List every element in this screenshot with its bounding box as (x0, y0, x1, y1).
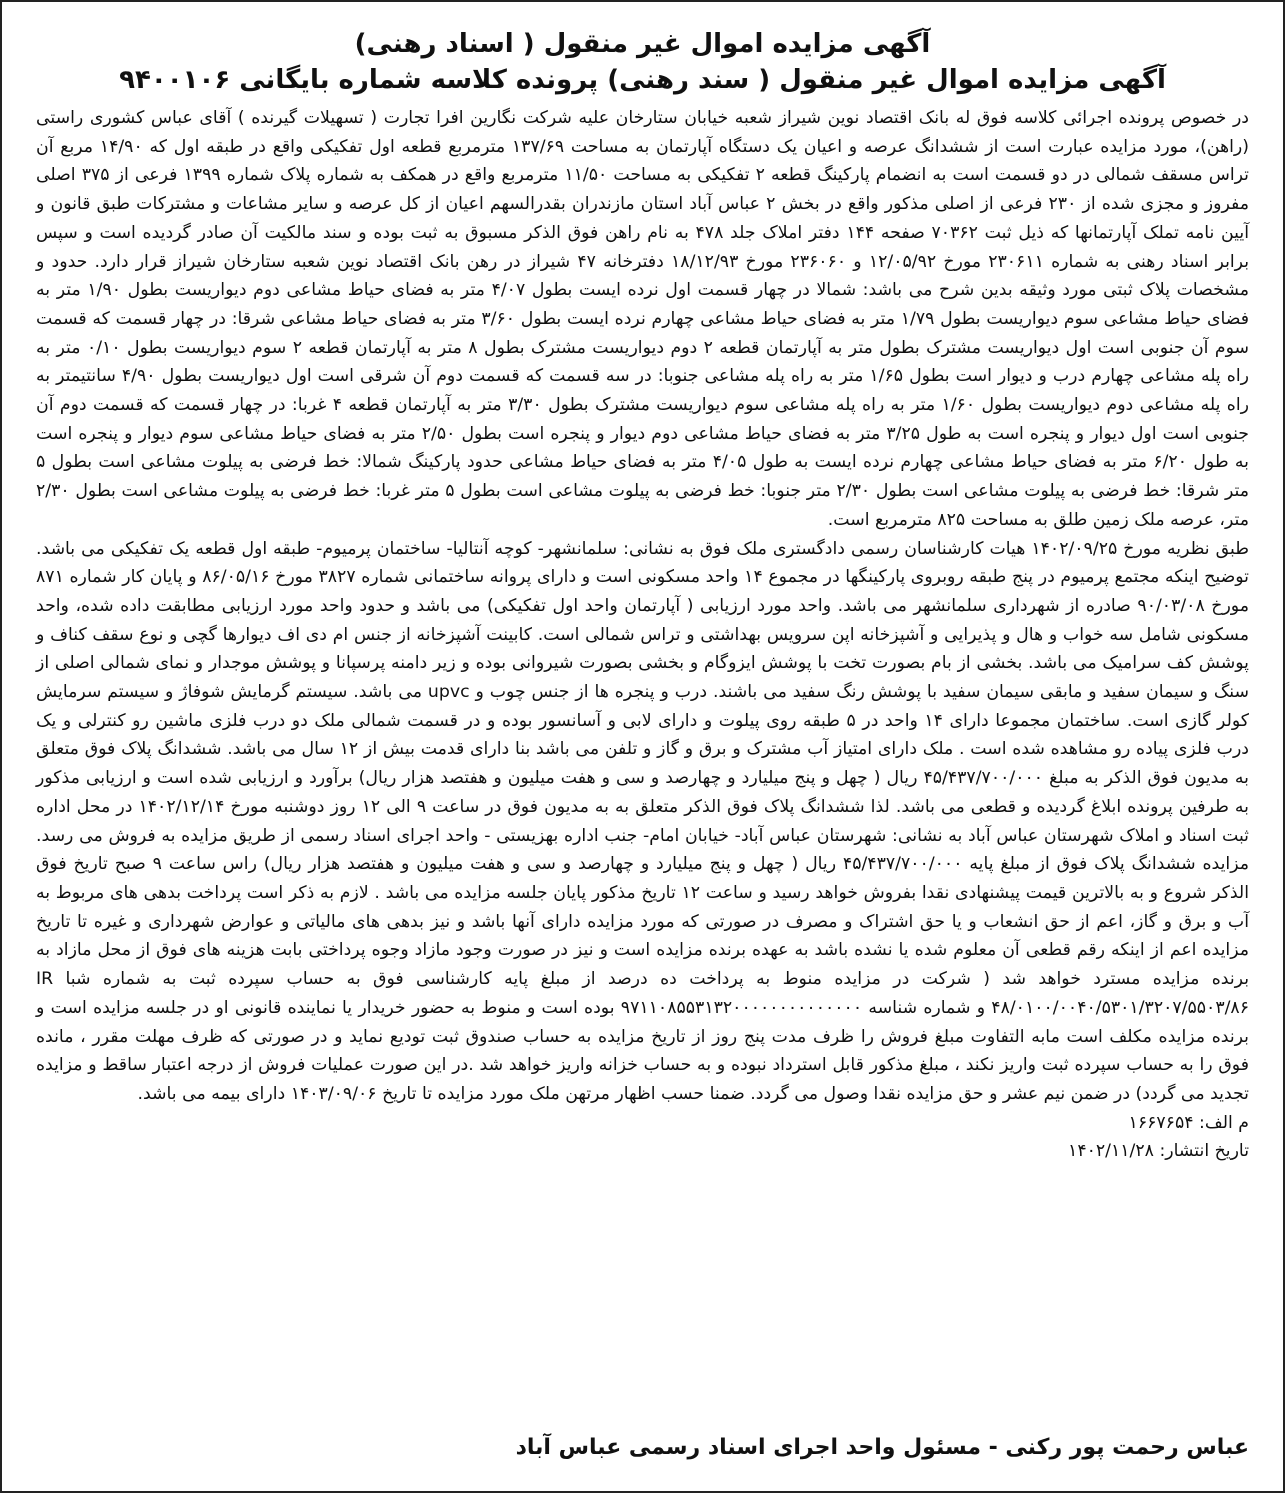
paragraph-appraisal-and-auction-terms: طبق نظریه مورخ ۱۴۰۲/۰۹/۲۵ هیات کارشناسان رسمی دادگستری ملک فوق به نشانی: سلمانشهر- کوچه آنتالیا- ساختمان پرمیوم- طبقه اول قطعه یک تفکیکی می باشد. توضیح اینکه مجتمع پرمیوم در پنج طبقه روبروی پارکینگها در مجموع ۱۴ واحد مسکونی است و دارای پروانه ساختمانی شماره ۳۸۲۷ مورخ ۸۶/۰۵/۱۶ و پایان کار شماره ۸۷۱ مورخ ۹۰/۰۳/۰۸ صادره از شهرداری سلمانشهر می باشد. واحد مورد ارزیابی ( آپارتمان واحد اول تفکیکی) می باشد و حدود واحد مورد ارزیابی مطابقت داده شده، واحد مسکونی شامل سه خواب و هال و پذیرایی و آشپزخانه اپن سرویس بهداشتی و تراس شمالی است. کابینت آشپزخانه از جنس ام دی اف دیوارها گچی و نوع سقف کناف و پوشش کف سرامیک می باشد. بخشی از بام بصورت تخت با پوشش ایزوگام و بخشی بصورت شیروانی بوده و زیر دامنه پرسپانا و پوشش موجدار و نمای شمالی اصلی از سنگ و سیمان سفید و مابقی سیمان سفید با پوشش رنگ سفید می باشند. درب و پنجره ها از جنس چوب و upvc می باشد. سیستم گرمایش شوفاژ و سیستم سرمایش کولر گازی است. ساختمان مجموعا دارای ۱۴ واحد در ۵ طبقه روی پیلوت و دارای لابی و آسانسور بوده و در قسمت شمالی ملک دو درب فلزی ماشین رو کنترلی و یک درب فلزی پیاده رو مشاهده شده است . ملک دارای امتیاز آب مشترک و برق و گاز و تلفن می باشد بنا دارای قدمت بیش از ۱۲ سال می باشد. ششدانگ پلاک فوق متعلق به مدیون فوق الذکر به مبلغ ۴۵/۴۳۷/۷۰۰/۰۰۰ ریال ( چهل و پنج میلیارد و چهارصد و سی و هفت میلیون و هفتصد هزار ریال) برآورد و ارزیابی شده است و ارزیابی مذکور به طرفین پرونده ابلاغ گردیده و قطعی می باشد. لذا ششدانگ پلاک فوق الذکر متعلق به به مدیون فوق در ساعت ۹ الی ۱۲ روز دوشنبه مورخ ۱۴۰۲/۱۲/۱۴ در محل اداره ثبت اسناد و املاک شهرستان عباس آباد به نشانی: شهرستان عباس آباد- خیابان امام- جنب اداره بهزیستی - واحد اجرای اسناد رسمی از طریق مزایده به فروش می رسد. مزایده ششدانگ پلاک فوق از مبلغ پایه ۴۵/۴۳۷/۷۰۰/۰۰۰ ریال ( چهل و پنج میلیارد و چهارصد و سی و هفت میلیون و هفتصد هزار ریال) راس ساعت ۹ صبح تاریخ فوق الذکر شروع و به بالاترین قیمت پیشنهادی نقدا بفروش خواهد رسید و ساعت ۱۲ تاریخ مذکور پایان جلسه مزایده می باشد . لازم به ذکر است پرداخت بدهی های مربوط به آب و برق و گاز، اعم از حق انشعاب و یا حق اشتراک و مصرف در صورتی که مورد مزایده دارای آنها باشد و نیز بدهی های مالیاتی و عوارض شهرداری و غیره تا تاریخ مزایده اعم از اینکه رقم قطعی آن معلوم شده یا نشده باشد به عهده برنده مزایده است و نیز در صورت وجود مازاد وجوه پرداختی بابت هزینه های فوق از محل مازاد به برنده مزایده مسترد خواهد شد ( شرکت در مزایده منوط به پرداخت ده درصد از مبلغ پایه کارشناسی فوق به حساب سپرده ثبت به شماره شبا IR ۴۸/۰۱۰۰/۰۰۴۰/۵۳۰۱/۳۲۰۷/۵۵۰۳/۸۶ و شماره شناسه ۹۷۱۱۰۸۵۵۳۱۳۲۰۰۰۰۰۰۰۰۰۰۰۰۰۰ بوده است و منوط به حضور خریدار یا نماینده قانونی او در جلسه مزایده است و برنده مزایده مکلف است مابه التفاوت مبلغ فروش را ظرف مدت پنج روز از تاریخ مزایده به حساب صندوق ثبت توديع نماید و در صورتی که ظرف مهلت مقرر ، مانده فوق را به حساب سپرده ثبت واریز نکند ، مبلغ مذکور قابل استرداد نبوده و به حساب خزانه واریز خواهد شد .در این صورت عملیات فروش از درجه اعتبار ساقط و مزایده تجدید می گردد) در ضمن نیم عشر و حق مزایده نقدا وصول می گردد. ضمنا حسب اظهار مرتهن ملک مورد مزایده تا تاریخ ۱۴۰۳/۰۹/۰۶ دارای بیمه می باشد. (36, 538, 1249, 1104)
signature-line: عباس رحمت پور رکنی - مسئول واحد اجرای اسناد رسمی عباس آباد (515, 1435, 1249, 1460)
publish-date: تاریخ انتشار: ۱۴۰۲/۱۱/۲۸ (1068, 1141, 1249, 1162)
notice-title: آگهی مزایده اموال غیر منقول ( اسناد رهنی) (354, 29, 931, 59)
notice-body (36, 104, 1249, 1109)
notice-subtitle: آگهی مزایده اموال غیر منقول ( سند رهنی) پرونده کلاسه شماره بایگانی ۹۴۰۰۱۰۶ (119, 65, 1166, 95)
reference-code: م الف: ۱۶۶۷۶۵۴ (1128, 1112, 1249, 1133)
paragraph-property-description: در خصوص پرونده اجرائی کلاسه فوق له بانک اقتصاد نوین شیراز شعبه خیابان ستارخان علیه شرکت نگارین افرا تجارت ( تسهیلات گیرنده ) آقای عباس کشوری راستی (راهن)، مورد مزایده عبارت است از ششدانگ عرصه و اعیان یک دستگاه آپارتمان به مساحت ۱۳۷/۶۹ مترمربع قطعه اول تفکیکی واقع در طبقه اول که ۱۴/۹۰ مربع آن تراس مسقف شمالی در دو قسمت است به انضمام پارکینگ قطعه ۲ تفکیکی به مساحت ۱۱/۵۰ مترمربع واقع در همکف به شماره پلاک شماره ۱۳۹۹ فرعی از ۳۷۵ اصلی مفروز و مجزی شده از ۲۳۰ فرعی از اصلی مذکور واقع در بخش ۲ عباس آباد استان مازندران بقدرالسهم اعیان از کل عرصه و سایر مشاعات و مشترکات طبق قانون و آیین نامه تملک آپارتمانها که ذیل ثبت ۷۰۳۶۲ صفحه ۱۴۴ دفتر املاک جلد ۴۷۸ به نام راهن فوق الذکر مسبوق به ثبت بوده و سند مالکیت آن صادر گردیده است و سپس برابر اسناد رهنی به شماره ۲۳۰۶۱۱ مورخ ۱۲/۰۵/۹۲ و ۲۳۶۰۶۰ مورخ ۱۸/۱۲/۹۳ دفترخانه ۴۷ شیراز در رهن بانک اقتصاد نوین شعبه ستارخان شیراز قرار دارد. حدود و مشخصات پلاک ثبتی مورد وثیقه بدین شرح می باشد: شمالا در چهار قسمت اول نرده ایست بطول ۴/۰۷ متر به فضای حیاط مشاعی دوم دیواریست بطول ۱/۹۰ متر به فضای حیاط مشاعی سوم دیواریست بطول ۱/۷۹ متر به فضای حیاط مشاعی چهارم نرده ایست بطول ۳/۶۰ متر به فضای حیاط مشاعی شرقا: در چهار قسمت که قسمت سوم آن جنوبی است اول دیواریست مشترک بطول متر به آپارتمان قطعه ۲ دوم دیواریست مشترک بطول ۸ متر به آپارتمان قطعه ۲ سوم دیواریست بطول ۰/۱۰ متر به راه پله مشاعی چهارم درب و دیوار است بطول ۱/۶۵ متر به راه پله مشاعی جنوبا: در سه قسمت که قسمت دوم آن شرقی است اول دیواریست بطول ۴/۹۰ سانتیمتر به راه پله مشاعی دوم دیواریست بطول ۱/۶۰ متر به راه پله مشاعی سوم دیواریست مشترک بطول ۳/۳۰ متر به آپارتمان قطعه ۴ غربا: در چهار قسمت که قسمت دوم آن جنوبی است اول دیوار و پنجره است به طول ۳/۲۵ متر به فضای حیاط مشاعی دوم دیوار و پنجره است بطول ۲/۵۰ متر به فضای حیاط مشاعی سوم دیوار و پنجره است به طول ۶/۲۰ متر به فضای حیاط مشاعی چهارم نرده ایست به طول ۴/۰۵ متر به فضای حیاط مشاعی حدود پارکینگ شمالا: خط فرضی به پیلوت مشاعی است بطول ۵ متر شرقا: خط فرضی به پیلوت مشاعی است بطول ۲/۳۰ متر جنوبا: خط فرضی به پیلوت مشاعی است بطول ۵ متر غربا: خط فرضی به پیلوت مشاعی است بطول ۲/۳۰ متر، عرصه ملک زمین طلق به مساحت ۸۲۵ مترمربع است. (36, 108, 1250, 530)
